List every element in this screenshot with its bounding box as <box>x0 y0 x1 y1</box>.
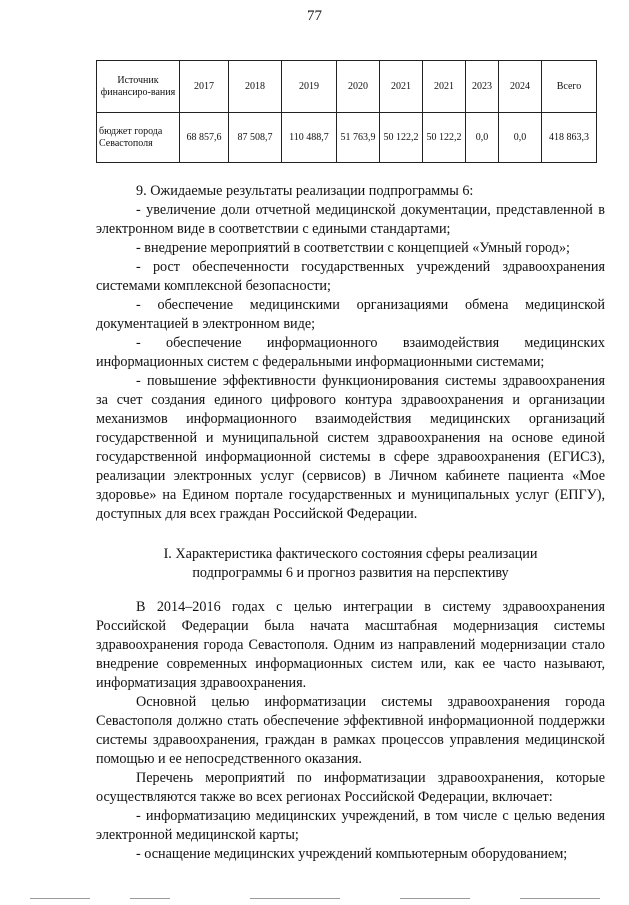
scan-artifact <box>400 898 470 899</box>
body-paragraph: В 2014–2016 годах с целью интеграции в систему здравоохранения Российской Федерации была начата масштабная модернизация системы здравоохранения города Севастополя. Одним из направлений модернизации стало внедрение современных информационных систем или, как ее часто называют, информатизация здравоохранения. <box>96 599 605 691</box>
section-9-results <box>96 182 605 524</box>
table-row <box>97 113 597 163</box>
table-cell: 50 122,2 <box>380 113 423 163</box>
scan-noise <box>0 885 629 905</box>
page-number: 77 <box>307 8 322 24</box>
result-item: - внедрение мероприятий в соответствии с концепцией «Умный город»; <box>136 240 570 256</box>
header-cell-year: 2024 <box>499 61 542 113</box>
table-cell: 51 763,9 <box>337 113 380 163</box>
table-cell: 0,0 <box>466 113 499 163</box>
scan-artifact <box>30 898 90 899</box>
body-paragraph: Перечень мероприятий по информатизации здравоохранения, которые осуществляются также во всех регионах Российской Федерации, включает: <box>96 770 605 805</box>
section-1-body <box>96 598 605 864</box>
result-item: - обеспечение информационного взаимодействия медицинских информационных систем с федеральными информационными системами; <box>96 335 605 370</box>
header-cell-year: 2021 <box>423 61 466 113</box>
header-cell-year: 2017 <box>180 61 229 113</box>
table-cell: 50 122,2 <box>423 113 466 163</box>
financing-table <box>96 60 597 163</box>
scan-artifact <box>520 898 600 899</box>
body-paragraph: Основной целью информатизации системы здравоохранения города Севастополя должно стать обеспечение эффективной информационной поддержки системы здравоохранения, граждан в рамках процессов управления медицинской помощью и ее непосредственного оказания. <box>96 694 605 767</box>
table-cell: 68 857,6 <box>180 113 229 163</box>
table-header-row <box>97 61 597 113</box>
scan-artifact <box>250 898 340 899</box>
table-cell: 0,0 <box>499 113 542 163</box>
header-cell-year: 2020 <box>337 61 380 113</box>
list-item: - информатизацию медицинских учреждений, в том числе с целью ведения электронной медицинской карты; <box>96 808 605 843</box>
section-9-title: 9. Ожидаемые результаты реализации подпрограммы 6: <box>136 183 474 199</box>
header-cell-total: Всего <box>542 61 597 113</box>
header-cell-year: 2018 <box>229 61 282 113</box>
header-cell-year: 2023 <box>466 61 499 113</box>
header-cell-year: 2021 <box>380 61 423 113</box>
header-cell-year: 2019 <box>282 61 337 113</box>
header-cell-source: Источник финансиро-вания <box>97 61 180 113</box>
list-item: - оснащение медицинских учреждений компьютерным оборудованием; <box>136 846 568 862</box>
heading-line: I. Характеристика фактического состояния сферы реализации <box>163 546 538 562</box>
table-cell-total: 418 863,3 <box>542 113 597 163</box>
table-cell: 110 488,7 <box>282 113 337 163</box>
scan-artifact <box>130 898 170 899</box>
result-item: - рост обеспеченности государственных учреждений здравоохранения системами комплексной безопасности; <box>96 259 605 294</box>
result-item: - обеспечение медицинскими организациями обмена медицинской документацией в электронном виде; <box>96 297 605 332</box>
result-item: - повышение эффективности функционирования системы здравоохранения за счет создания единого цифрового контура здравоохранения и организации механизмов информационного взаимодействия медицинских организаций государственной и муниципальной систем здравоохранения на основе единой государственной информационной системы в сфере здравоохранения (ЕГИСЗ), реализации электронных услуг (сервисов) в Личном кабинете пациента «Мое здоровье» на Едином портале государственных и муниципальных услуг (ЕПГУ), доступных для всех граждан Российской Федерации. <box>96 373 605 522</box>
result-item: - увеличение доли отчетной медицинской документации, представленной в электронном виде в соответствии с едиными стандартами; <box>96 202 605 237</box>
table-cell-source: бюджет города Севастополя <box>97 113 180 163</box>
table-cell: 87 508,7 <box>229 113 282 163</box>
section-1-heading <box>96 545 605 583</box>
heading-line: подпрограммы 6 и прогноз развития на перспективу <box>192 565 509 581</box>
